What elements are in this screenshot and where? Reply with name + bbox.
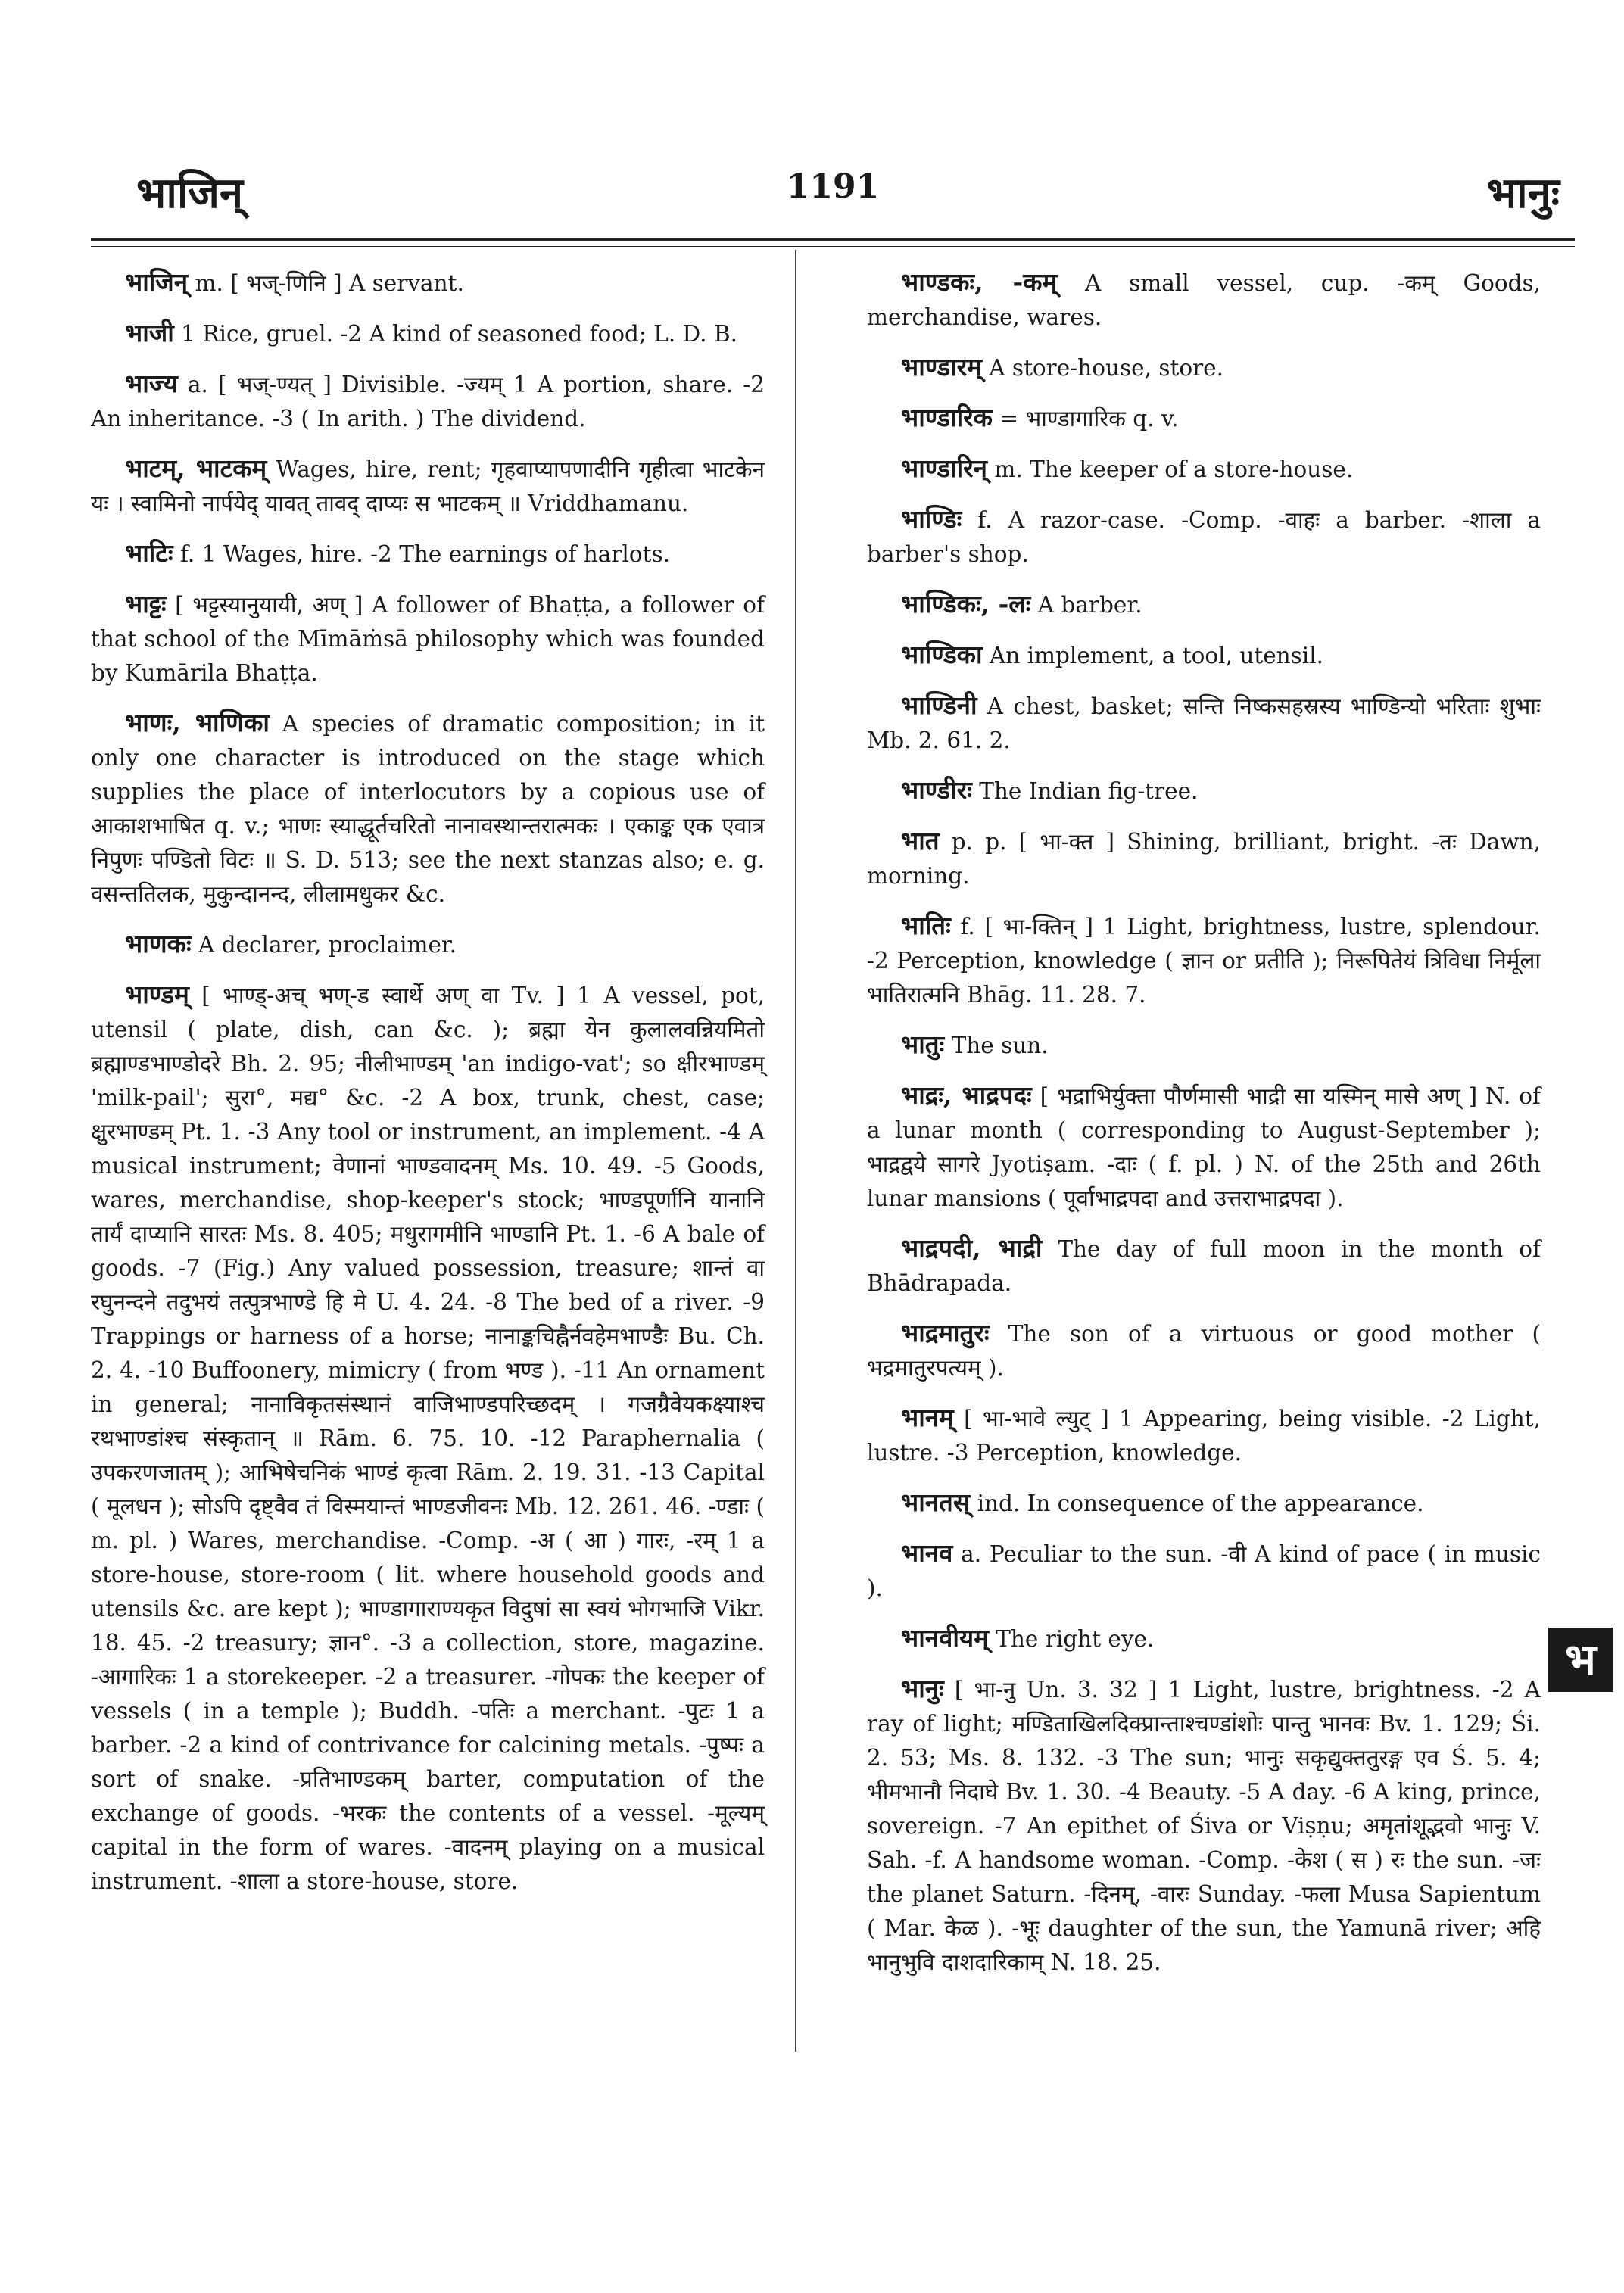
- entry-headword: भाण्डिनी: [901, 690, 977, 720]
- entry-headword: भाणः, भाणिका: [125, 708, 270, 737]
- entry-headword: भाण्डकः, -कम्: [901, 267, 1058, 297]
- dictionary-entry: [91, 316, 765, 351]
- header-rule-thin: [91, 246, 1575, 247]
- entry-headword: भाजी: [125, 318, 174, 347]
- entry-text: The right eye.: [996, 1626, 1155, 1652]
- entry-headword: भानम्: [901, 1403, 954, 1432]
- dictionary-entry: [91, 587, 765, 690]
- dictionary-entry: [91, 265, 765, 301]
- entry-text: [ भद्राभिर्युक्ता पौर्णमासी भाद्री सा यस्मिन् मासे अण् ] N. of a lunar month ( corresponding to August-September ); भाद्रद्वये सागरे Jyotiṣam. -दाः ( f. pl. ) N. of the 25th and 26th lunar mansions ( पूर्वाभाद्रपदा and उत्तराभाद्रपदा ).: [867, 1083, 1541, 1211]
- entry-headword: भाटम्, भाटकम्: [125, 453, 267, 483]
- dictionary-entry: [867, 824, 1541, 893]
- entry-headword: भाण्डारम्: [901, 352, 982, 382]
- dictionary-entry: [91, 977, 765, 1899]
- entry-text: 1 Rice, gruel. -2 A kind of seasoned food; L. D. B.: [181, 321, 737, 347]
- dictionary-entry: [867, 1671, 1541, 1980]
- dictionary-entry: [867, 502, 1541, 572]
- dictionary-entry: [867, 773, 1541, 808]
- dictionary-entry: [867, 1621, 1541, 1656]
- dictionary-entry: [867, 1316, 1541, 1385]
- entry-headword: भानवीयम्: [901, 1623, 989, 1653]
- left-guide-word: भाजिन्: [136, 168, 244, 218]
- dictionary-entry: [91, 536, 765, 572]
- header-rule-thick: [91, 238, 1575, 241]
- dictionary-entry: [867, 1536, 1541, 1606]
- entry-headword: भाणकः: [125, 929, 192, 958]
- entry-text: [ भट्टस्यानुयायी, अण् ] A follower of Bhaṭṭa, a follower of that school of the Mīmāṁsā philosophy which was founded by Kumārila Bhaṭṭa.: [91, 592, 765, 686]
- column-divider: [795, 250, 796, 2052]
- entry-headword: भाद्रः, भाद्रपदः: [901, 1080, 1032, 1110]
- entry-text: = भाण्डागारिक q. v.: [999, 406, 1179, 431]
- entry-text: The day of full moon in the month of Bhādrapada.: [867, 1236, 1541, 1296]
- entry-text: [ भाण्ड्-अच् भण्-ड स्वार्थे अण् वा Tv. ] 1 A vessel, pot, utensil ( plate, dish, can &c. ); ब्रह्मा येन कुलालवन्नियमितो ब्रह्माण्डभाण्डोदरे Bh. 2. 95; नीलीभाण्डम् 'an indigo-vat'; so क्षीरभाण्डम् 'milk-pail'; सुरा°, मद्य° &c. -2 A box, trunk, chest, case; क्षुरभाण्डम् Pt. 1. -3 Any tool or instrument, an implement. -4 A musical instrument; वेणानां भाण्डवादनम् Ms. 10. 49. -5 Goods, wares, merchandise, shop-keeper's stock; भाण्डपूर्णानि यानानि तार्यं दाप्यानि सारतः Ms. 8. 405; मधुरागमीनि भाण्डानि Pt. 1. -6 A bale of goods. -7 (Fig.) Any valued possession, treasure; शान्तं वा रघुनन्दने तदुभयं तत्पुत्रभाण्डे हि मे U. 4. 24. -8 The bed of a river. -9 Trappings or harness of a horse; नानाङ्कचिह्नैर्नवहेमभाण्डैः Bu. Ch. 2. 4. -10 Buffoonery, mimicry ( from भण्ड ). -11 An ornament in general; नानाविकृतसंस्थानं वाजिभाण्डपरिच्छदम् । गजग्रैवेयकक्ष्याश्च रथभाण्डांश्च संस्कृतान् ॥ Rām. 6. 75. 10. -12 Paraphernalia ( उपकरणजातम् ); आभिषेचनिकं भाण्डं कृत्वा Rām. 2. 19. 31. -13 Capital ( मूलधन ); सोऽपि दृष्ट्वैव तं विस्मयान्तं भाण्डजीवनः Mb. 12. 261. 46. -ण्डाः ( m. pl. ) Wares, merchandise. -Comp. -अ ( आ ) गारः, -रम् 1 a store-house, store-room ( lit. where household goods and utensils &c. are kept ); भाण्डागाराण्यकृत विदुषां सा स्वयं भोगभाजि Vikr. 18. 45. -2 treasury; ज्ञान°. -3 a collection, store, magazine. -आगारिकः 1 a storekeeper. -2 a treasurer. -गोपकः the keeper of vessels ( in a temple ); Buddh. -पतिः a merchant. -पुटः 1 a barber. -2 a kind of contrivance for calcining metals. -पुष्पः a sort of snake. -प्रतिभाण्डकम् barter, computation of the exchange of goods. -भरकः the contents of a vessel. -मूल्यम् capital in the form of wares. -वादनम् playing on a musical instrument. -शाला a store-house, store.: [91, 983, 765, 1894]
- entry-text: The Indian fig-tree.: [979, 778, 1199, 804]
- dictionary-entry: [867, 1485, 1541, 1521]
- entry-headword: भाण्डीरः: [901, 775, 972, 805]
- dictionary-entry: [867, 265, 1541, 335]
- page-number: 1191: [786, 167, 880, 206]
- entry-headword: भाण्डारिक: [901, 403, 993, 432]
- dictionary-entry: [867, 1231, 1541, 1301]
- right-guide-word: भानुः: [1486, 168, 1560, 218]
- entry-headword: भाद्रमातुरः: [901, 1318, 990, 1347]
- dictionary-entry: [867, 688, 1541, 758]
- entry-headword: भानुः: [901, 1674, 944, 1703]
- entry-headword: भाण्डिका: [901, 640, 983, 669]
- entry-headword: भातुः: [901, 1030, 945, 1059]
- dictionary-entry: [867, 350, 1541, 385]
- entry-headword: भाण्डम्: [125, 980, 189, 1009]
- left-column: [91, 265, 765, 1914]
- entry-headword: भानव: [901, 1538, 953, 1568]
- entry-text: [ भा-भावे ल्युट् ] 1 Appearing, being visible. -2 Light, lustre. -3 Perception, knowledge.: [867, 1406, 1541, 1466]
- dictionary-entry: [91, 927, 765, 962]
- entry-text: A species of dramatic composition; in it only one character is introduced on the stage which supplies the place of interlocutors by a copious use of आकाशभाषित q. v.; भाणः स्याद्धूर्तचरितो नानावस्थान्तरात्मकः । एकाङ्क एक एवात्र निपुणः पण्डितो विटः ॥ S. D. 513; see the next stanzas also; e. g. वसन्ततिलक, मुकुन्दानन्द, लीलामधुकर &c.: [91, 711, 765, 907]
- dictionary-entry: [867, 451, 1541, 487]
- entry-text: p. p. [ भा-क्त ] Shining, brilliant, bright. -तः Dawn, morning.: [867, 829, 1541, 889]
- right-column: [867, 265, 1541, 1995]
- entry-text: A store-house, store.: [989, 355, 1224, 381]
- dictionary-entry: [867, 637, 1541, 673]
- entry-headword: भाट्टः: [125, 589, 167, 618]
- thumb-index-tab: भ: [1548, 1628, 1613, 1692]
- entry-text: The son of a virtuous or good mother ( भद्रमातुरपत्यम् ).: [867, 1321, 1541, 1381]
- entry-text: m. [ भज्-णिनि ] A servant.: [195, 270, 464, 296]
- dictionary-entry: [867, 587, 1541, 622]
- dictionary-entry: [91, 451, 765, 521]
- entry-text: The sun.: [951, 1033, 1049, 1058]
- entry-text: A chest, basket; सन्ति निष्कसहस्रस्य भाण्डिन्यो भरिताः शुभाः Mb. 2. 61. 2.: [867, 693, 1541, 753]
- entry-text: [ भा-नु Un. 3. 32 ] 1 Light, lustre, brightness. -2 A ray of light; मण्डिताखिलदिक्प्रान्ताश्चण्डांशोः पान्तु भानवः Bv. 1. 129; Śi. 2. 53; Ms. 8. 132. -3 The sun; भानुः सकृद्युक्ततुरङ्ग एव Ś. 5. 4; भीमभानौ निदाघे Bv. 1. 30. -4 Beauty. -5 A day. -6 A king, prince, sovereign. -7 An epithet of Śiva or Viṣṇu; अमृतांशूद्भवो भानुः V. Sah. -f. A handsome woman. -Comp. -केश ( स ) रः the sun. -जः the planet Saturn. -दिनम्, -वारः Sunday. -फला Musa Sapientum ( Mar. केळ ). -भूः daughter of the sun, the Yamunā river; अहि भानुभुवि दाशदारिकाम् N. 18. 25.: [867, 1677, 1541, 1975]
- page-header: [91, 163, 1575, 216]
- entry-text: ind. In consequence of the appearance.: [977, 1491, 1424, 1516]
- dictionary-entry: [867, 400, 1541, 436]
- entry-text: A declarer, proclaimer.: [198, 932, 457, 958]
- entry-text: m. The keeper of a store-house.: [994, 456, 1354, 482]
- dictionary-entry: [867, 1078, 1541, 1216]
- entry-headword: भानतस्: [901, 1488, 971, 1517]
- entry-text: A barber.: [1037, 592, 1142, 618]
- entry-headword: भात: [901, 826, 940, 855]
- entry-headword: भाण्डारिन्: [901, 453, 987, 483]
- dictionary-entry: [867, 908, 1541, 1012]
- entry-headword: भाद्रपदी, भाद्री: [901, 1233, 1043, 1263]
- dictionary-entry: [867, 1400, 1541, 1470]
- dictionary-entry: [91, 706, 765, 911]
- entry-headword: भातिः: [901, 911, 951, 940]
- entry-text: a. [ भज्-ण्यत् ] Divisible. -ज्यम् 1 A portion, share. -2 An inheritance. -3 ( In arith. ) The dividend.: [91, 372, 765, 431]
- entry-text: An implement, a tool, utensil.: [989, 643, 1324, 668]
- entry-text: f. [ भा-क्तिन् ] 1 Light, brightness, lustre, splendour. -2 Perception, knowledge ( ज्ञान or प्रतीति ); निरूपितेयं त्रिविधा निर्मूला भातिरात्मनि Bhāg. 11. 28. 7.: [867, 914, 1541, 1008]
- entry-text: Wages, hire, rent; गृहवाप्यापणादीनि गृहीत्वा भाटकेन यः । स्वामिनो नार्पयेद् यावत् तावद् दाप्यः स भाटकम् ॥ Vriddhamanu.: [91, 456, 765, 516]
- entry-headword: भाण्डिः: [901, 504, 962, 534]
- entry-text: a. Peculiar to the sun. -वी A kind of pace ( in music ).: [867, 1541, 1541, 1601]
- entry-headword: भाटिः: [125, 538, 173, 568]
- entry-text: A small vessel, cup. -कम् Goods, merchandise, wares.: [867, 270, 1541, 330]
- dictionary-entry: [867, 1027, 1541, 1063]
- dictionary-entry: [91, 366, 765, 436]
- entry-text: f. A razor-case. -Comp. -वाहः a barber. -शाला a barber's shop.: [867, 507, 1541, 567]
- entry-text: f. 1 Wages, hire. -2 The earnings of harlots.: [179, 541, 670, 567]
- entry-headword: भाज्य: [125, 369, 178, 398]
- entry-headword: भाजिन्: [125, 267, 189, 297]
- entry-headword: भाण्डिकः, -लः: [901, 589, 1031, 618]
